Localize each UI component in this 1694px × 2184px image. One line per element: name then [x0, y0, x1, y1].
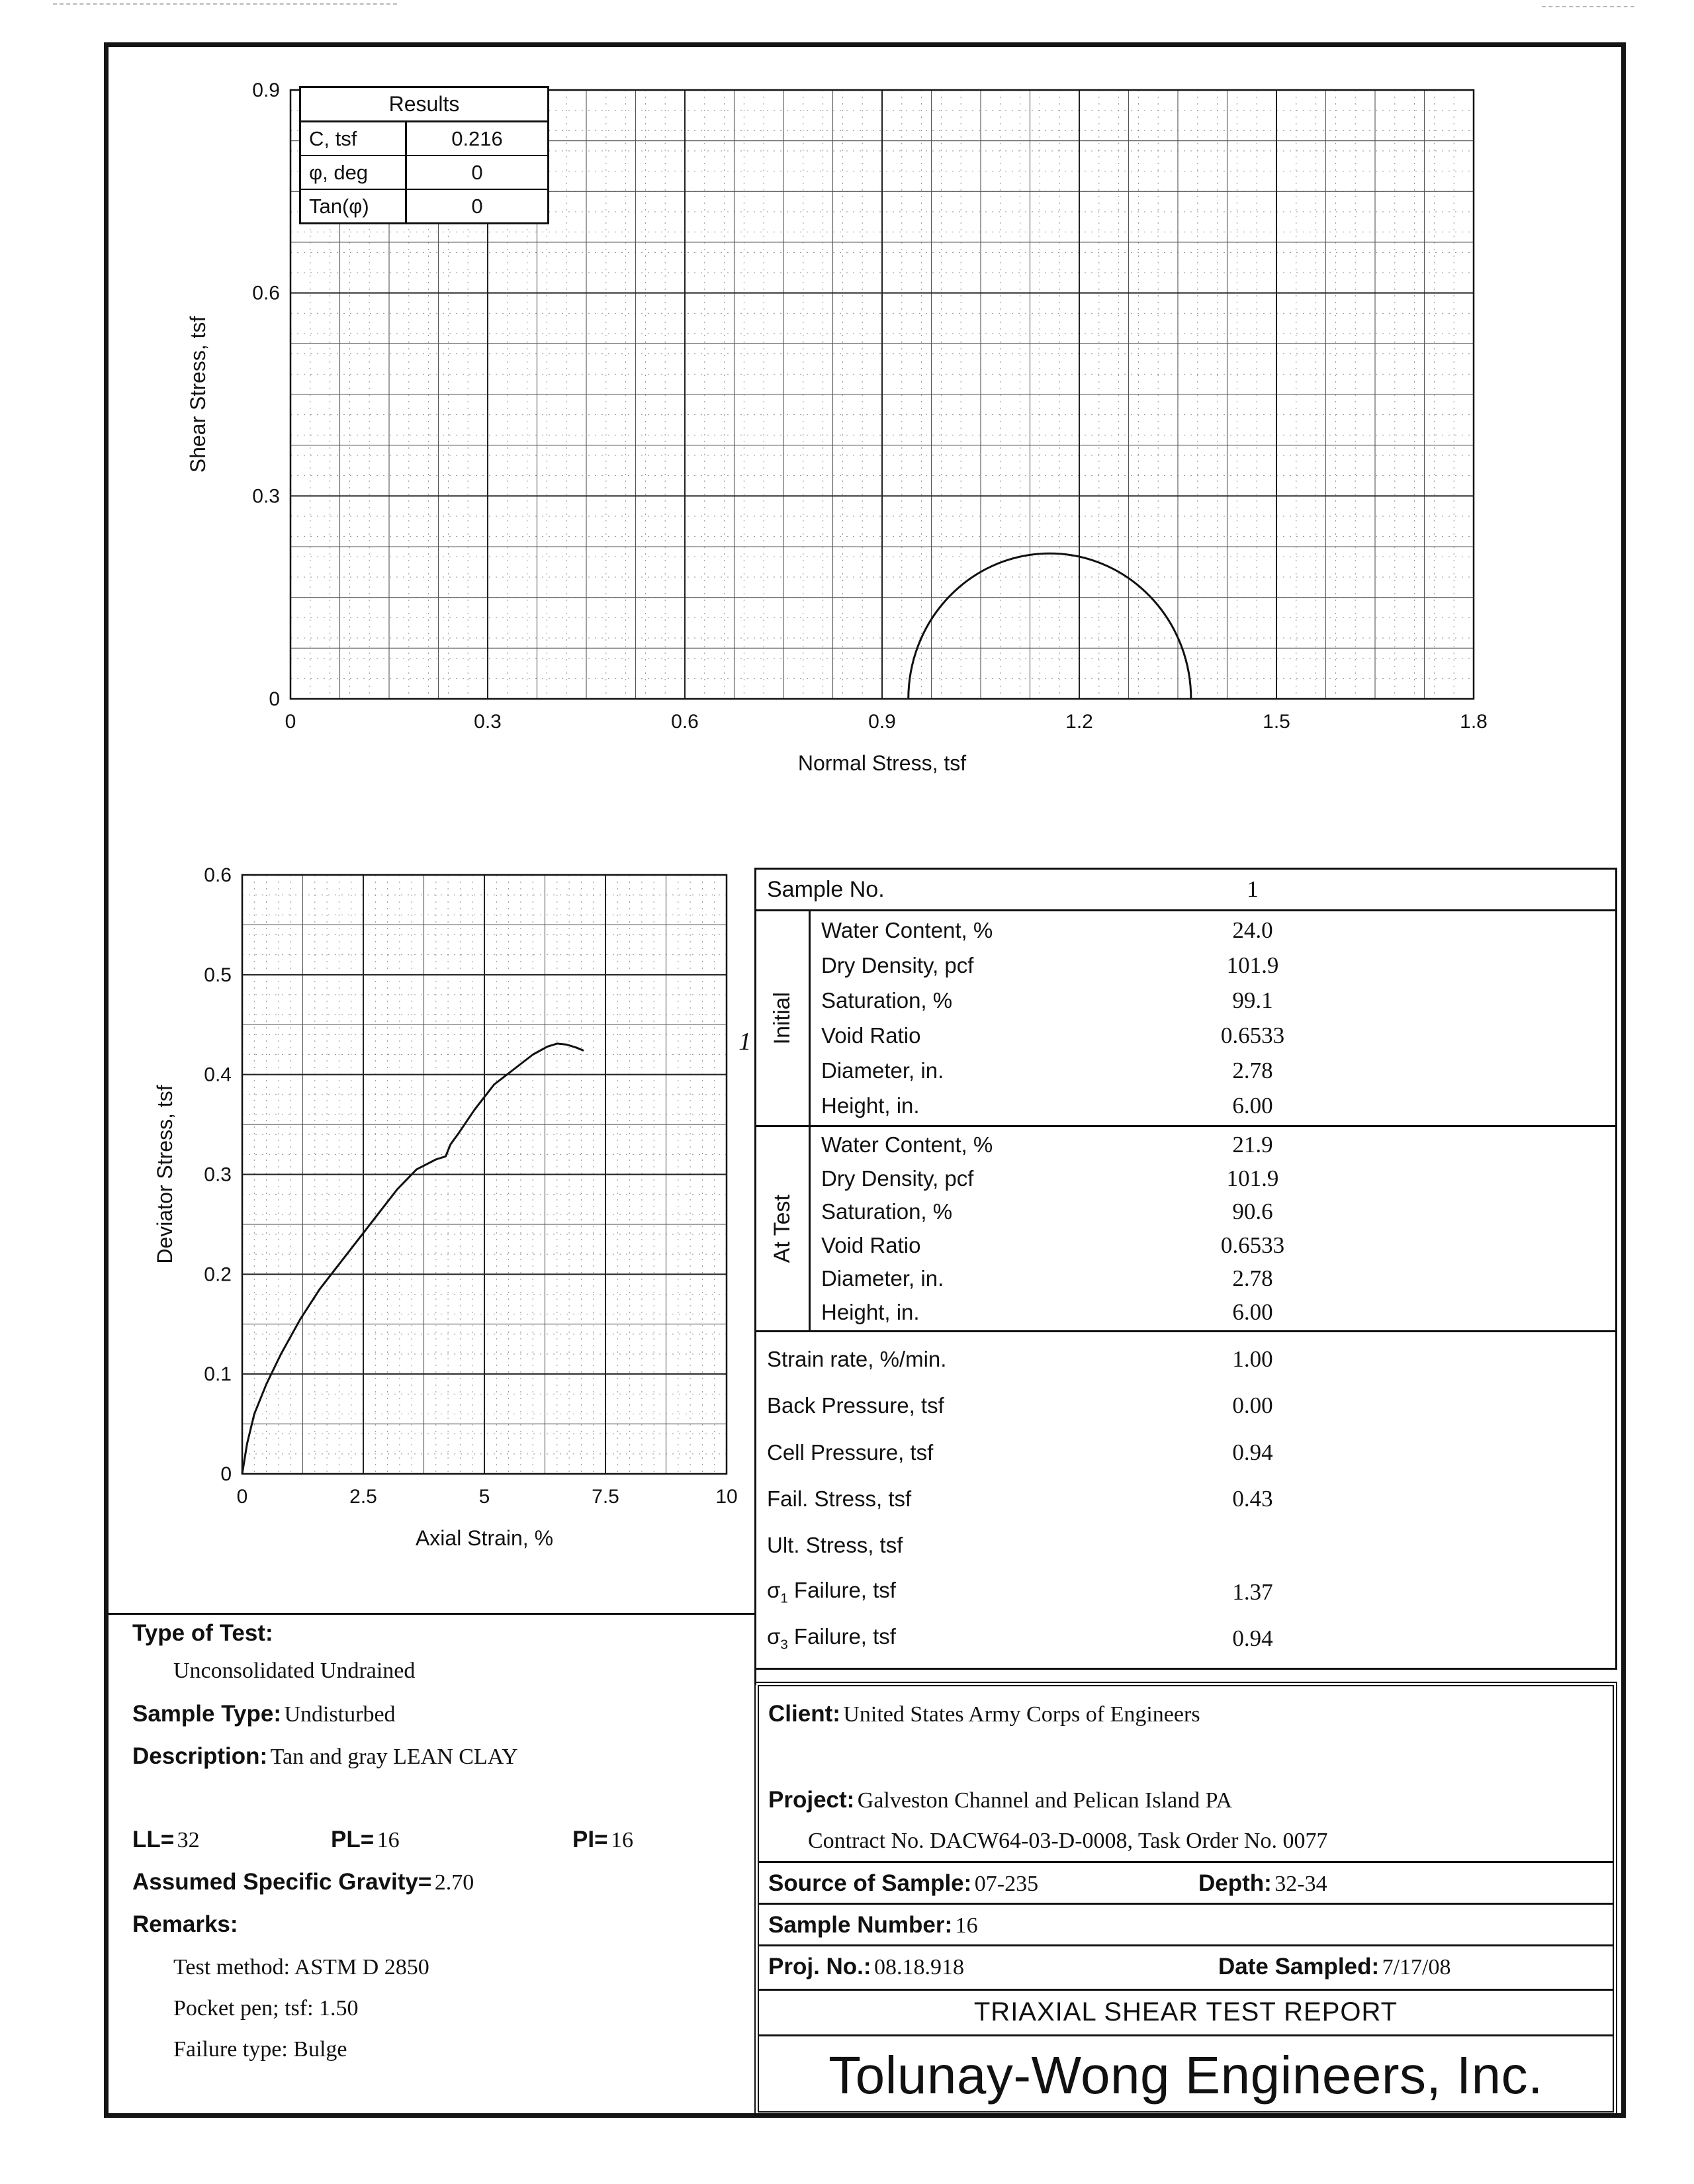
remarks-line: Pocket pen; tsf: 1.50 [173, 1996, 359, 2021]
svg-text:Shear Stress, tsf: Shear Stress, tsf [186, 316, 210, 473]
initial-group [756, 909, 1615, 1125]
report-title: TRIAXIAL SHEAR TEST REPORT [973, 1997, 1398, 2026]
table-row-sigma1: $\sigma_1$ Failure, tsf 1.37 [767, 1577, 1273, 1606]
divider [759, 1903, 1613, 1905]
remarks-line: Test method: ASTM D 2850 [173, 1955, 429, 1979]
svg-text:0.9: 0.9 [252, 79, 280, 101]
sample-no-row [756, 870, 1615, 909]
svg-text:0.5: 0.5 [204, 964, 232, 986]
svg-text:7.5: 7.5 [592, 1486, 619, 1508]
project-info-block [754, 1682, 1617, 2116]
table-row: Dry Density, pcf 101.9 [821, 952, 1279, 978]
table-row: Strain rate, %/min. 1.00 [767, 1346, 1273, 1373]
table-row: Height, in. 6.00 [821, 1093, 1273, 1119]
results-row-tanphi [301, 190, 547, 222]
depth-label: Depth: [1198, 1870, 1272, 1896]
proj-no-value: 08.18.918 [874, 1955, 965, 1979]
initial-group-label: Initial [770, 991, 795, 1045]
client-label: Client: [768, 1701, 840, 1727]
section-divider [109, 1613, 756, 1615]
source-of-sample-label: Source of Sample: [768, 1870, 972, 1896]
divider [759, 1944, 1613, 1946]
table-row: Height, in. 6.00 [821, 1298, 1273, 1325]
svg-text:0: 0 [285, 711, 296, 733]
client-value: United States Army Corps of Engineers [843, 1702, 1200, 1727]
proj-no-label: Proj. No.: [768, 1954, 871, 1979]
date-sampled-value: 7/17/08 [1382, 1955, 1451, 1979]
table-row: Diameter, in. 2.78 [821, 1265, 1273, 1292]
svg-text:0.9: 0.9 [868, 711, 896, 733]
svg-text:0.2: 0.2 [204, 1263, 232, 1286]
scan-artifact [53, 3, 397, 5]
svg-text:0.6: 0.6 [204, 864, 232, 886]
sample-number-label: Sample Number: [768, 1912, 953, 1938]
project-value: Galveston Channel and Pelican Island PA [857, 1788, 1233, 1813]
remarks-line: Failure type: Bulge [173, 2037, 347, 2062]
table-row: Cell Pressure, tsf 0.94 [767, 1439, 1273, 1465]
sample-data-table [754, 868, 1617, 1670]
initial-strip [756, 911, 811, 1125]
divider [759, 1861, 1613, 1863]
test-info-block [132, 1620, 748, 2110]
depth-value: 32-34 [1274, 1872, 1327, 1896]
test-parameters [756, 1330, 1615, 1666]
svg-text:1.2: 1.2 [1065, 711, 1093, 733]
sample-number-value: 16 [955, 1913, 978, 1938]
stress-strain-chart [152, 850, 821, 1592]
table-row: Saturation, % 99.1 [821, 987, 1273, 1013]
tanphi-label: Tan(φ) [301, 190, 407, 222]
pl-value: 16 [377, 1828, 400, 1852]
specific-gravity-label: Assumed Specific Gravity= [132, 1869, 432, 1895]
date-sampled-label: Date Sampled: [1218, 1954, 1380, 1979]
svg-text:0: 0 [269, 688, 280, 710]
svg-text:5: 5 [478, 1486, 490, 1508]
svg-text:0.3: 0.3 [252, 485, 280, 508]
company-name: Tolunay-Wong Engineers, Inc. [828, 2046, 1543, 2105]
table-row: Void Ratio 0.6533 [821, 1023, 1285, 1049]
sample-no-value: 1 [1247, 876, 1259, 902]
results-row-cohesion [301, 122, 547, 156]
phi-value: 0 [471, 160, 483, 184]
table-row: Fail. Stress, tsf 0.43 [767, 1485, 1273, 1512]
table-row: Diameter, in. 2.78 [821, 1058, 1273, 1084]
svg-text:0.3: 0.3 [474, 711, 502, 733]
pi-value: 16 [610, 1828, 633, 1852]
source-of-sample-value: 07-235 [974, 1872, 1039, 1896]
at-test-group [756, 1125, 1615, 1330]
type-of-test-value: Unconsolidated Undrained [173, 1659, 416, 1683]
table-row: Water Content, % 21.9 [821, 1132, 1273, 1158]
pi-label: PI= [572, 1827, 608, 1852]
cohesion-label: C, tsf [301, 122, 407, 155]
svg-text:0.6: 0.6 [252, 282, 280, 304]
results-row-phi [301, 156, 547, 190]
sample-type-label: Sample Type: [132, 1701, 281, 1727]
tanphi-value: 0 [471, 194, 483, 218]
ll-value: 32 [177, 1828, 200, 1852]
type-of-test-label: Type of Test: [132, 1620, 273, 1646]
project-label: Project: [768, 1787, 855, 1813]
svg-text:0.3: 0.3 [204, 1163, 232, 1186]
svg-text:0: 0 [220, 1463, 232, 1485]
svg-text:2.5: 2.5 [349, 1486, 377, 1508]
results-box [299, 86, 549, 224]
ll-label: LL= [132, 1827, 175, 1852]
results-box-title: Results [301, 88, 547, 122]
at-test-group-label: At Test [770, 1194, 795, 1263]
contract-line: Contract No. DACW64-03-D-0008, Task Order No. 0077 [808, 1829, 1328, 1853]
svg-text:1: 1 [738, 1027, 752, 1056]
table-row: Back Pressure, tsf 0.00 [767, 1392, 1273, 1419]
table-row: Saturation, % 90.6 [821, 1199, 1273, 1225]
divider [759, 2034, 1613, 2036]
table-row: Void Ratio 0.6533 [821, 1232, 1285, 1258]
svg-text:Deviator Stress, tsf: Deviator Stress, tsf [153, 1085, 177, 1264]
at-test-strip [756, 1127, 811, 1330]
sample-no-label: Sample No. [767, 876, 885, 902]
table-row: Ult. Stress, tsf [767, 1533, 903, 1558]
table-row-sigma3: $\sigma_3$ Failure, tsf 0.94 [767, 1624, 1273, 1653]
cohesion-value: 0.216 [451, 126, 503, 150]
remarks-label: Remarks: [132, 1911, 238, 1937]
svg-text:10: 10 [715, 1486, 738, 1508]
description-value: Tan and gray LEAN CLAY [270, 1745, 518, 1769]
divider [759, 1989, 1613, 1991]
svg-text:Normal Stress, tsf: Normal Stress, tsf [797, 751, 967, 775]
svg-text:1.5: 1.5 [1263, 711, 1290, 733]
svg-text:Axial Strain, %: Axial Strain, % [415, 1526, 554, 1550]
svg-text:1.8: 1.8 [1460, 711, 1488, 733]
table-row: Dry Density, pcf 101.9 [821, 1165, 1279, 1191]
svg-text:0.6: 0.6 [671, 711, 699, 733]
svg-text:0: 0 [236, 1486, 248, 1508]
scan-artifact [1542, 6, 1634, 7]
table-row: Water Content, % 24.0 [821, 917, 1273, 943]
sample-type-value: Undisturbed [284, 1702, 396, 1727]
specific-gravity-value: 2.70 [434, 1870, 474, 1895]
phi-label: φ, deg [301, 156, 407, 189]
svg-text:0.4: 0.4 [204, 1064, 232, 1086]
pl-label: PL= [331, 1827, 375, 1852]
description-label: Description: [132, 1743, 268, 1769]
svg-text:0.1: 0.1 [204, 1363, 232, 1386]
